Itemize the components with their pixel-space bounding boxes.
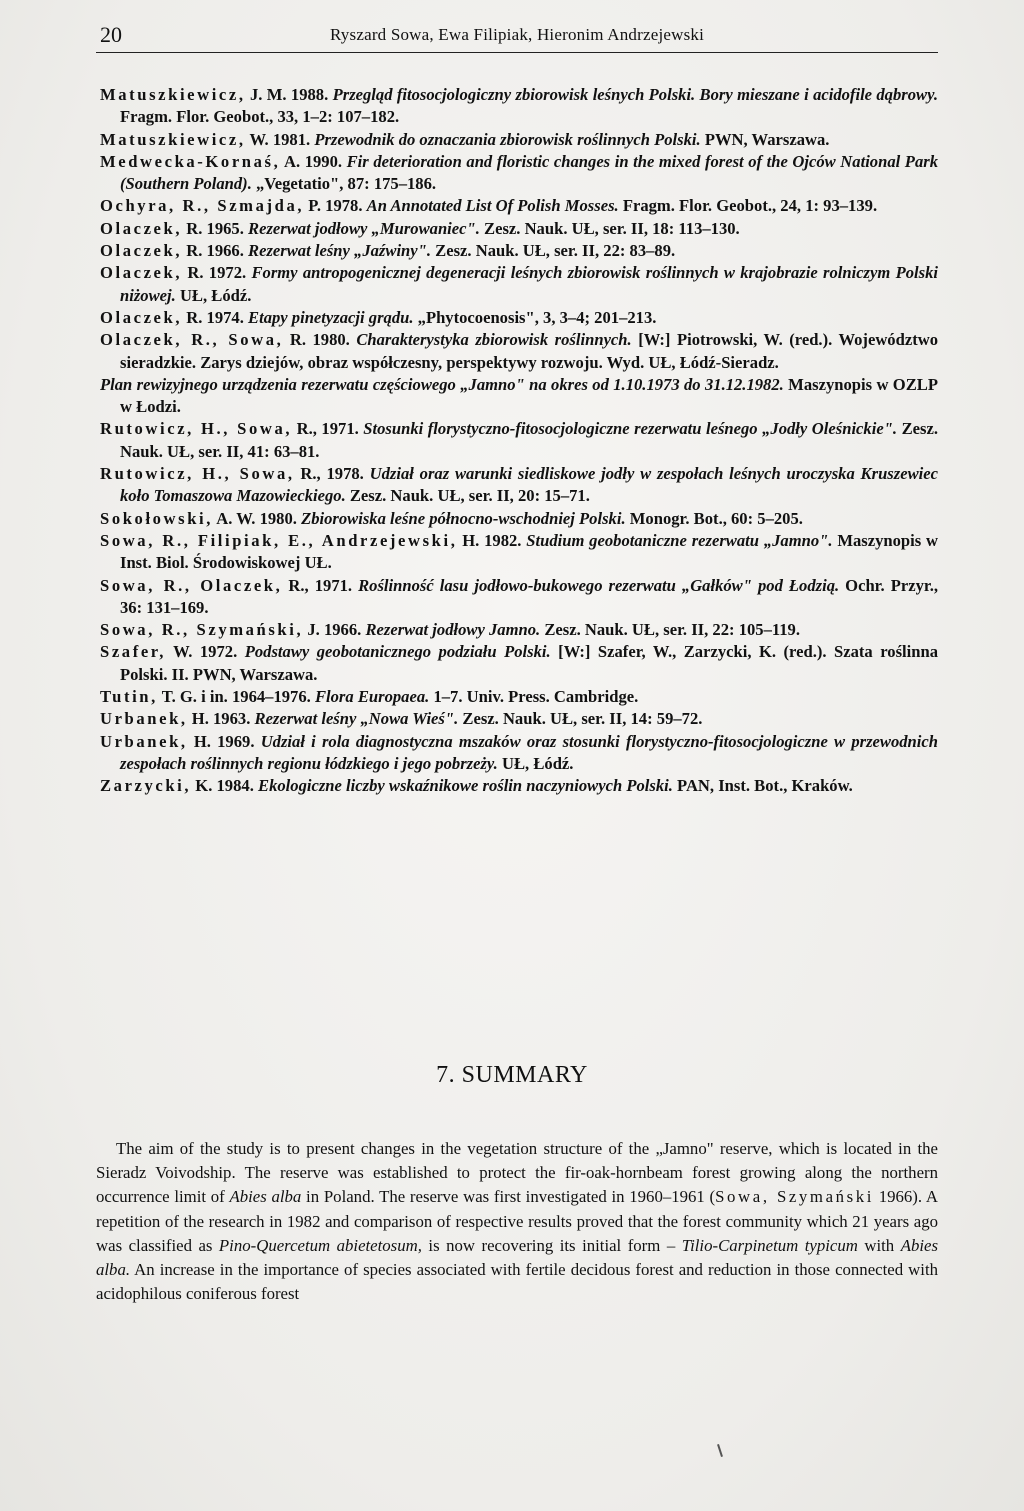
reference-year: H. 1963. xyxy=(187,709,255,729)
reference-year: A. 1990. xyxy=(280,151,347,171)
reference-title: Plan rewizyjnego urządzenia rezerwatu częściowego „Jamno" na okres od 1.10.1973 do 31.12.1982. xyxy=(100,374,784,394)
reference-title: Formy antropogenicznej degeneracji leśnych zbiorowisk roślinnych w krajobrazie rolniczym Polski niżowej. xyxy=(120,263,938,305)
reference-author: Urbanek, xyxy=(100,731,188,751)
summary-italic: Abies alba xyxy=(229,1187,302,1207)
reference-entry xyxy=(100,84,938,129)
reference-entry xyxy=(100,262,938,307)
reference-entry xyxy=(100,641,938,686)
reference-source: „Phytocoenosis", 3, 3–4; 201–213. xyxy=(413,307,657,327)
reference-entry xyxy=(100,129,938,151)
reference-year: W. 1981. xyxy=(245,129,315,149)
reference-title: Rezerwat jodłowy Jamno. xyxy=(365,620,541,640)
reference-author: Sowa, R., Olaczek, xyxy=(100,575,283,595)
reference-year: R., 1971. xyxy=(292,419,364,439)
section-heading: 7. SUMMARY xyxy=(436,1062,588,1088)
reference-title: Rezerwat leśny „Jaźwiny". xyxy=(248,241,432,261)
reference-entry xyxy=(100,307,938,329)
reference-source: Maszynopis w OZLP w Łodzi. xyxy=(120,374,938,417)
running-head: Ryszard Sowa, Ewa Filipiak, Hieronim Andrzejewski xyxy=(329,25,705,44)
reference-entry xyxy=(100,619,938,641)
reference-year: R. 1980. xyxy=(283,330,357,350)
reference-author: Zarzycki, xyxy=(100,776,192,796)
reference-year: P. 1978. xyxy=(304,196,367,216)
reference-year: J. 1966. xyxy=(303,620,366,640)
reference-year: A. W. 1980. xyxy=(213,508,302,528)
reference-author: Sowa, R., Filipiak, E., Andrzejewski, xyxy=(100,530,458,550)
reference-source: „Vegetatio", 87: 175–186. xyxy=(251,174,437,194)
reference-source: Zesz. Nauk. UŁ, ser. II, 22: 83–89. xyxy=(431,241,676,261)
reference-author: Rutowicz, H., Sowa, xyxy=(100,464,295,484)
reference-entry xyxy=(100,195,938,217)
reference-source: Zesz. Nauk. UŁ, ser. II, 41: 63–81. xyxy=(120,419,938,461)
reference-source: PWN, Warszawa. xyxy=(700,129,830,149)
reference-title: Roślinność lasu jodłowo-bukowego rezerwatu „Gałków" pod Łodzią. xyxy=(358,575,840,595)
reference-entry xyxy=(100,418,938,463)
summary-body xyxy=(96,1137,938,1306)
reference-year: R., 1978. xyxy=(294,464,370,484)
reference-year: R. 1972. xyxy=(182,263,252,283)
reference-source: [W:] Szafer, W., Zarzycki, K. (red.). Szata roślinna Polski. II. PWN, Warszawa. xyxy=(120,642,939,684)
reference-year: R. 1974. xyxy=(182,307,249,327)
reference-entry xyxy=(100,240,938,262)
reference-title: Zbiorowiska leśne północno-wschodniej Polski. xyxy=(301,508,626,528)
reference-entry xyxy=(100,508,938,530)
reference-entry xyxy=(100,374,938,419)
reference-title: Fir deterioration and floristic changes in the mixed forest of the Ojców National Park (Southern Poland). xyxy=(120,151,938,194)
summary-text: is now recovering its initial form – xyxy=(421,1235,682,1255)
reference-author: Medwecka-Kornaś, xyxy=(100,151,281,171)
reference-author: Urbanek, xyxy=(100,709,188,729)
reference-author: Matuszkiewicz, xyxy=(100,85,246,104)
page-number: 20 xyxy=(100,22,122,47)
reference-entry xyxy=(100,463,938,508)
reference-title: Rezerwat leśny „Nowa Wieś". xyxy=(254,709,459,729)
reference-entry xyxy=(100,218,938,240)
reference-year: R., 1971. xyxy=(282,575,359,595)
reference-title: Podstawy geobotanicznego podziału Polski. xyxy=(244,642,551,662)
reference-source: [W:] Piotrowski, W. (red.). Województwo sieradzkie. Zarys dziejów, obraz współczesny, perspektywy rozwoju. Wyd. UŁ, Łódź-Sieradz. xyxy=(120,330,939,372)
reference-author: Tutin, xyxy=(100,687,158,707)
reference-year: R. 1965. xyxy=(182,218,249,238)
reference-author: Olaczek, xyxy=(100,263,183,283)
pen-mark xyxy=(717,1444,723,1457)
reference-author: Szafer, xyxy=(100,642,166,662)
reference-title: Charakterystyka zbiorowisk roślinnych. xyxy=(356,330,632,350)
reference-source: Zesz. Nauk. UŁ, ser. II, 18: 113–130. xyxy=(479,218,740,238)
reference-source: Fragm. Flor. Geobot., 33, 1–2: 107–182. xyxy=(120,107,400,127)
reference-source: Fragm. Flor. Geobot., 24, 1: 93–139. xyxy=(618,196,878,216)
reference-year: H. 1969. xyxy=(187,731,261,751)
reference-title: Ekologiczne liczby wskaźnikowe roślin naczyniowych Polski. xyxy=(258,776,673,796)
reference-title: Przegląd fitosocjologiczny zbiorowisk leśnych Polski. Bory mieszane i acidofile dąbrowy. xyxy=(332,85,939,104)
summary-italic: Pino-Quercetum abietetosum, xyxy=(218,1235,422,1255)
reference-title: Studium geobotaniczne rezerwatu „Jamno". xyxy=(526,530,833,550)
reference-entry xyxy=(100,731,938,776)
reference-author: Rutowicz, H., Sowa, xyxy=(100,419,293,439)
reference-entry xyxy=(100,151,938,196)
reference-source: Ochr. Przyr., 36: 131–169. xyxy=(120,575,939,617)
reference-source: UŁ, Łódź. xyxy=(497,753,574,773)
reference-title: Etapy pinetyzacji grądu. xyxy=(248,307,414,327)
reference-title: Flora Europaea. xyxy=(314,687,430,707)
reference-author: Olaczek, xyxy=(100,307,183,327)
reference-author: Ochyra, R., Szmajda, xyxy=(100,196,305,216)
reference-source: PAN, Inst. Bot., Kraków. xyxy=(672,776,853,796)
reference-entry xyxy=(100,775,938,797)
reference-title: Przewodnik do oznaczania zbiorowisk roślinnych Polski. xyxy=(314,129,701,149)
summary-text: in Poland. The reserve was first investigated in 1960–1961 ( xyxy=(301,1187,716,1207)
reference-source: UŁ, Łódź. xyxy=(175,285,252,305)
reference-source: Zesz. Nauk. UŁ, ser. II, 14: 59–72. xyxy=(458,709,703,729)
reference-entry xyxy=(100,686,938,708)
reference-title: An Annotated List Of Polish Mosses. xyxy=(366,196,619,216)
summary-text: An increase in the importance of species associated with fertile decidous forest and reduction in those connected with acidophilous coniferous forest xyxy=(96,1260,938,1304)
reference-title: Udział i rola diagnostyczna mszaków oraz stosunki florystyczno-fitosocjologiczne w przewodnich zespołach roślinnych regionu łódzkiego i jego pobrzeży. xyxy=(120,731,938,773)
page-header xyxy=(96,22,938,53)
reference-year: T. G. i in. 1964–1976. xyxy=(157,687,315,707)
reference-year: J. M. 1988. xyxy=(245,85,333,104)
summary-text: 1966). A repetition of the research in 1982 and comparison of respective results proved that the forest community which 21 years ago was classified as xyxy=(96,1187,939,1255)
reference-title: Udział oraz warunki siedliskowe jodły w zespołach leśnych uroczyska Kruszewiec koło Tomaszowa Mazowieckiego. xyxy=(120,464,938,506)
reference-author: Olaczek, R., Sowa, xyxy=(100,330,284,350)
summary-citation: Sowa, Szymański xyxy=(715,1187,874,1207)
reference-author: Sowa, R., Szymański, xyxy=(100,620,304,640)
reference-source: Maszynopis w Inst. Biol. Środowiskowej UŁ. xyxy=(120,530,939,573)
reference-source: Monogr. Bot., 60: 5–205. xyxy=(625,508,803,528)
reference-author: Sokołowski, xyxy=(100,508,213,528)
summary-paragraph xyxy=(96,1137,938,1306)
reference-year: K. 1984. xyxy=(191,776,258,796)
reference-list xyxy=(100,84,938,798)
reference-entry xyxy=(100,708,938,730)
summary-text: with xyxy=(857,1235,901,1255)
reference-source: Zesz. Nauk. UŁ, ser. II, 22: 105–119. xyxy=(540,620,801,640)
reference-entry xyxy=(100,530,938,575)
reference-author: Olaczek, xyxy=(100,241,183,261)
summary-italic: Abies alba. xyxy=(96,1235,938,1280)
reference-entry xyxy=(100,575,938,620)
reference-author: Olaczek, xyxy=(100,218,183,238)
reference-source: 1–7. Univ. Press. Cambridge. xyxy=(429,687,639,707)
summary-text: The aim of the study is to present changes in the vegetation structure of the „Jamno" reserve, which is located in the Sieradz Voivodship. The reserve was established to protect the fir-oak-hornbeam forest growing along the northern occurrence limit of xyxy=(96,1139,938,1207)
reference-source: Zesz. Nauk. UŁ, ser. II, 20: 15–71. xyxy=(345,486,590,506)
reference-title: Rezerwat jodłowy „Murowaniec". xyxy=(248,218,480,238)
reference-author: Matuszkiewicz, xyxy=(100,129,246,149)
reference-entry xyxy=(100,329,938,374)
reference-year: W. 1972. xyxy=(165,642,245,662)
reference-year: R. 1966. xyxy=(182,241,249,261)
reference-title: Stosunki florystyczno-fitosocjologiczne rezerwatu leśnego „Jodły Oleśnickie". xyxy=(363,419,898,439)
summary-italic: Tilio-Carpinetum typicum xyxy=(681,1235,858,1255)
reference-year: H. 1982. xyxy=(457,530,527,550)
